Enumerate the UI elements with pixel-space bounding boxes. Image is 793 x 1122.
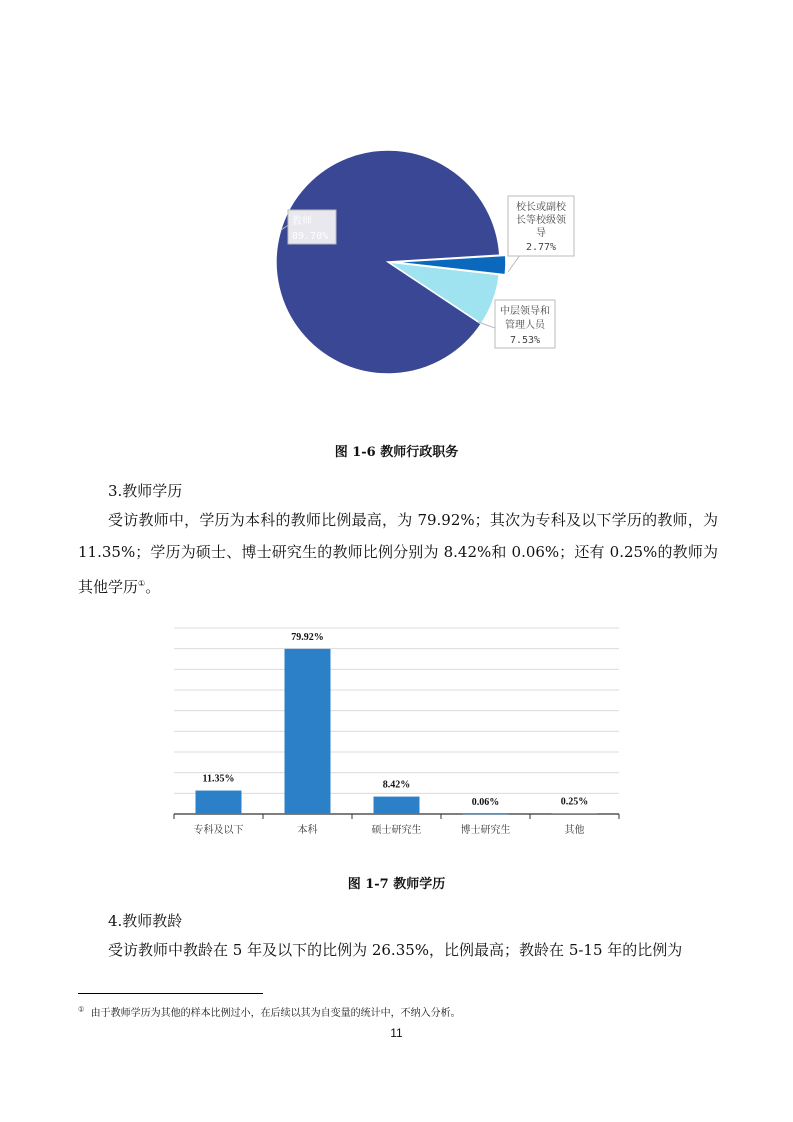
pie-label-text: 校长或副校 bbox=[516, 202, 566, 213]
bar-category-label: 博士研究生 bbox=[460, 825, 511, 836]
footnote-marker: ① bbox=[78, 1005, 85, 1014]
bar-value-label: 0.06% bbox=[471, 796, 500, 808]
bar-value-label: 0.25% bbox=[560, 796, 589, 808]
footnote-divider bbox=[78, 993, 263, 994]
bar bbox=[463, 814, 509, 815]
pie-value-text: 2.77% bbox=[525, 242, 557, 253]
bar-value-label: 79.92% bbox=[291, 631, 324, 643]
bar bbox=[374, 797, 420, 814]
pie-label-text: 导 bbox=[536, 228, 546, 239]
section-heading-teaching-years: 4.教师教龄 bbox=[108, 912, 183, 930]
pie-value-text: 89.70% bbox=[292, 231, 329, 242]
footnote-text: 由于教师学历为其他的样本比例过小，在后续以其为自变量的统计中，不纳入分析。 bbox=[90, 1008, 461, 1019]
section-paragraph-teaching-years: 受访教师中教龄在 5 年及以下的比例为 26.35%，比例最高；教龄在 5-15 年的比例为 bbox=[108, 941, 683, 959]
bar-category-label: 其他 bbox=[564, 825, 585, 836]
bar-value-label: 8.42% bbox=[382, 779, 411, 791]
pie-label-principal bbox=[508, 196, 574, 272]
page-number: 11 bbox=[390, 1026, 403, 1040]
bar-value-label: 11.35% bbox=[202, 773, 235, 785]
bar-category-label: 硕士研究生 bbox=[371, 825, 422, 836]
section-paragraph-education bbox=[78, 504, 718, 603]
figure-caption-bar: 图 1-7 教师学历 bbox=[347, 877, 446, 892]
pie-value-text: 7.53% bbox=[509, 335, 541, 346]
footnote bbox=[78, 1004, 461, 1019]
bar bbox=[285, 649, 331, 814]
paragraph-text: 受访教师中，学历为本科的教师比例最高，为 79.92%；其次为专科及以下学历的教师，为 11.35%；学历为硕士、博士研究生的教师比例分别为 8.42%和 0.06%；还有 0.25%的教师为其他学历 bbox=[78, 511, 718, 596]
pie-label-text: 管理人员 bbox=[505, 320, 545, 331]
bar-chart bbox=[0, 610, 793, 850]
bar-category-label: 本科 bbox=[297, 825, 318, 836]
figure-caption-pie: 图 1-6 教师行政职务 bbox=[334, 445, 459, 460]
pie-label-text: 教师 bbox=[292, 216, 312, 227]
bar bbox=[196, 791, 242, 814]
pie-label-text: 中层领导和 bbox=[500, 306, 550, 317]
bar-category-label: 专科及以下 bbox=[193, 825, 244, 836]
pie-label-text: 长等校级领 bbox=[516, 215, 566, 226]
bar bbox=[552, 813, 598, 814]
pie-label-teacher bbox=[281, 210, 336, 244]
section-heading-education: 3.教师学历 bbox=[108, 482, 183, 500]
footnote-ref[interactable]: ① bbox=[138, 579, 146, 588]
pie-chart bbox=[0, 0, 793, 420]
paragraph-end: 。 bbox=[145, 578, 161, 596]
